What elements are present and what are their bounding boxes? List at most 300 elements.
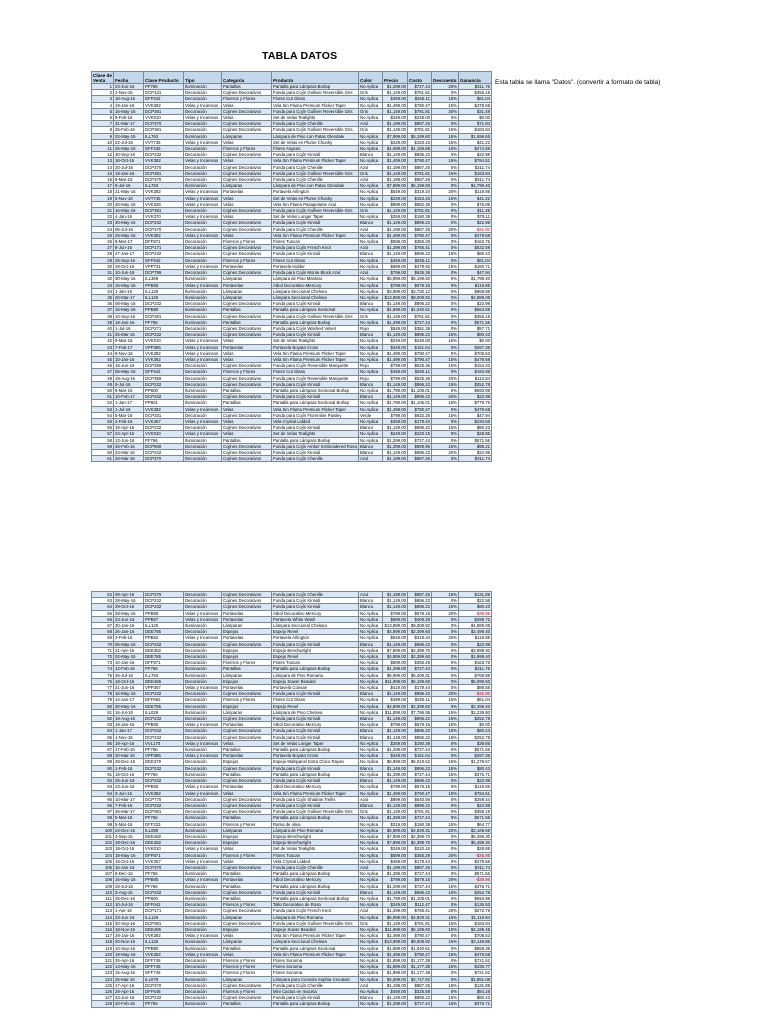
cell-producto: Lámpara de Piso Romana — [272, 827, 359, 833]
cell-clase-producto: PF766 — [144, 771, 184, 777]
cell-costo: $896.22 — [408, 778, 432, 784]
cell-tipo: Velas y Inciensos — [184, 740, 222, 746]
cell-precio: $1,499.00 — [383, 933, 408, 939]
cell-clase-producto: DCP232 — [144, 220, 184, 226]
cell-producto: Tallo Decorativo de Rosa — [272, 902, 359, 908]
cell-clase-producto: ILL126 — [144, 914, 184, 920]
cell-tipo: Iluminación — [184, 307, 222, 313]
cell-clase-producto: DCP232 — [144, 394, 184, 400]
cell-tipo: Velas y Inciensos — [184, 418, 222, 424]
cell-costo: $635.36 — [408, 270, 432, 276]
cell-descuento: 0% — [432, 431, 459, 437]
cell-tipo: Iluminación — [184, 276, 222, 282]
cell-ganancia: $119.85 — [459, 282, 492, 288]
cell-categoria: Espejos — [222, 840, 272, 846]
cell-fecha: 1-Jul-16 — [114, 325, 144, 331]
cell-descuento: 30% — [432, 108, 459, 114]
cell-categoria: Cojines Decorativos — [222, 394, 272, 400]
cell-ganancia: $279.56 — [459, 858, 492, 864]
cell-descuento: 20% — [432, 449, 459, 455]
cell-precio: $459.00 — [383, 369, 408, 375]
cell-clase-venta: 41 — [92, 332, 114, 338]
cell-precio: $1,149.00 — [383, 728, 408, 734]
cell-clase-venta: 19 — [92, 195, 114, 201]
cell-precio: $1,299.00 — [383, 84, 408, 90]
cell-costo: $2,747.92 — [408, 976, 432, 982]
cell-clase-producto: DEE482 — [144, 833, 184, 839]
cell-ganancia: $708.53 — [459, 350, 492, 356]
cell-tipo: Velas y Inciensos — [184, 344, 222, 350]
cell-clase-venta: 27 — [92, 245, 114, 251]
cell-clase-venta: 29 — [92, 257, 114, 263]
cell-tipo: Decoración — [184, 449, 222, 455]
cell-ganancia: $664.69 — [459, 307, 492, 313]
cell-fecha: 30-May-16 — [114, 201, 144, 207]
cell-clase-venta: 56 — [92, 425, 114, 431]
cell-categoria: Cojines Decorativos — [222, 889, 272, 895]
cell-producto: Funda para Cojín Gulliver Reversible Gris — [272, 809, 359, 815]
cell-tipo: Velas y Inciensos — [184, 356, 222, 362]
cell-clase-venta: 123 — [92, 970, 114, 976]
cell-color: Azul — [359, 226, 383, 232]
cell-clase-venta: 15 — [92, 170, 114, 176]
cell-descuento: 0% — [432, 666, 459, 672]
cell-clase-venta: 55 — [92, 418, 114, 424]
cell-clase-producto: DFF236 — [144, 146, 184, 152]
table-row[interactable] — [92, 1001, 492, 1007]
cell-descuento: 15% — [432, 821, 459, 827]
cell-tipo: Iluminación — [184, 827, 222, 833]
cell-precio: $1,149.00 — [383, 449, 408, 455]
cell-color: Azul — [359, 121, 383, 127]
cell-tipo: Iluminación — [184, 288, 222, 294]
cell-color: No Aplica — [359, 629, 383, 635]
cell-fecha: 20-Feb-16 — [114, 1001, 144, 1007]
cell-descuento: 0% — [432, 245, 459, 251]
cell-descuento: 0% — [432, 957, 459, 963]
cell-precio: $1,299.00 — [383, 1001, 408, 1007]
cell-descuento: 0% — [432, 703, 459, 709]
cell-fecha: 3-Feb-16 — [114, 635, 144, 641]
cell-fecha: 30-May-16 — [114, 220, 144, 226]
cell-producto: Funda para Cojín Kinnidi — [272, 778, 359, 784]
cell-clase-venta: 107 — [92, 871, 114, 877]
cell-descuento: 20% — [432, 375, 459, 381]
cell-fecha: 23-Jun-16 — [114, 784, 144, 790]
cell-costo: $887.26 — [408, 164, 432, 170]
col-header-fecha[interactable]: Fecha — [114, 72, 144, 84]
cell-clase-venta: 78 — [92, 691, 114, 697]
cell-tipo: Decoración — [184, 796, 222, 802]
cell-clase-venta: 18 — [92, 189, 114, 195]
cell-tipo: Decoración — [184, 226, 222, 232]
col-header-clase-producto[interactable]: Clase Producto — [144, 72, 184, 84]
cell-fecha: 8-Dec-16 — [114, 871, 144, 877]
col-header-ganancia[interactable]: Ganancia — [459, 72, 492, 84]
cell-clase-venta: 102 — [92, 840, 114, 846]
cell-descuento: 0% — [432, 270, 459, 276]
cell-ganancia: $479.68 — [459, 232, 492, 238]
cell-descuento: 0% — [432, 152, 459, 158]
cell-clase-producto: DCP370 — [144, 982, 184, 988]
cell-color: No Aplica — [359, 319, 383, 325]
cell-ganancia: $0.00 — [459, 115, 492, 121]
cell-clase-producto: DCP232 — [144, 301, 184, 307]
cell-clase-venta: 81 — [92, 709, 114, 715]
cell-tipo: Velas y Inciensos — [184, 790, 222, 796]
cell-fecha: 1-Jul-16 — [114, 406, 144, 412]
cell-categoria: Velas — [222, 846, 272, 852]
cell-producto: Funda para Cojín Gulliver Reversible Gris — [272, 108, 359, 114]
cell-clase-venta: 67 — [92, 623, 114, 629]
cell-producto: Espejo Sower Beaded — [272, 678, 359, 684]
cell-producto: Flores Tuscan — [272, 660, 359, 666]
cell-fecha: 19-Jan-16 — [114, 722, 144, 728]
cell-categoria: Cojines Decorativos — [222, 443, 272, 449]
cell-tipo: Iluminación — [184, 883, 222, 889]
cell-color: No Aplica — [359, 276, 383, 282]
cell-fecha: 25-May-16 — [114, 232, 144, 238]
cell-color: Azul — [359, 592, 383, 598]
cell-precio: $1,499.00 — [383, 102, 408, 108]
table-note: Esta tabla se llama "Datos". (convertir a formato de tabla) — [495, 79, 661, 86]
cell-clase-producto: PPB05 — [144, 722, 184, 728]
cell-clase-venta: 86 — [92, 740, 114, 746]
cell-precio: $1,299.00 — [383, 319, 408, 325]
cell-descuento: 20% — [432, 394, 459, 400]
cell-color: Blanco — [359, 716, 383, 722]
cell-fecha: 5-Mar-16 — [114, 412, 144, 418]
cell-color: Gris — [359, 170, 383, 176]
cell-precio: $7,899.00 — [383, 840, 408, 846]
col-header-clase-venta[interactable]: Clase de Venta — [93, 73, 112, 83]
cell-precio: $4,899.00 — [383, 703, 408, 709]
cell-fecha: 17-Apr-16 — [114, 982, 144, 988]
cell-fecha: 23-Jun-16 — [114, 84, 144, 90]
cell-fecha: 17-Feb-16 — [114, 747, 144, 753]
cell-ganancia: $131.89 — [459, 592, 492, 598]
cell-precio: $1,299.00 — [383, 771, 408, 777]
cell-fecha: 24-Dec-16 — [114, 827, 144, 833]
cell-descuento: 0% — [432, 809, 459, 815]
cell-producto: Funda para Cojín Amber Embroidered Rosa — [273, 443, 357, 449]
data-table-page-1 — [91, 71, 492, 462]
cell-ganancia: $163.76 — [459, 239, 492, 245]
cell-producto: Funda para Cojín Kinnidi — [272, 598, 359, 604]
cell-tipo: Decoración — [184, 654, 222, 660]
cell-clase-producto: PPB62 — [144, 635, 184, 641]
cell-descuento: 15% — [432, 914, 459, 920]
cell-fecha: 1-Jan-16 — [114, 288, 144, 294]
cell-precio: $1,149.00 — [383, 381, 408, 387]
cell-precio: $459.00 — [383, 858, 408, 864]
cell-costo: $896.22 — [408, 425, 432, 431]
cell-tipo: Decoración — [184, 778, 222, 784]
cell-categoria: Velas — [222, 418, 272, 424]
cell-clase-producto: DCP381 — [144, 170, 184, 176]
cell-tipo: Velas y Inciensos — [184, 139, 222, 145]
cell-clase-venta: 10 — [92, 139, 114, 145]
cell-producto: Funda para Cojín Kinnidi — [272, 394, 359, 400]
cell-costo: $781.81 — [408, 127, 432, 133]
cell-clase-producto: DFF662 — [144, 697, 184, 703]
cell-precio: $699.00 — [383, 616, 408, 622]
cell-clase-venta: 116 — [92, 926, 114, 932]
col-header-tipo[interactable]: Tipo — [184, 72, 222, 84]
cell-clase-producto: DEE379 — [144, 759, 184, 765]
cell-producto: Lámpara de Piso con Patas Glendale — [272, 133, 359, 139]
cell-descuento: 20% — [432, 610, 459, 616]
cell-producto: Pantalla para Lámpara Burlap — [272, 319, 359, 325]
cell-clase-venta: 28 — [92, 251, 114, 257]
col-header-color[interactable]: Color — [359, 72, 383, 84]
cell-tipo: Velas y Inciensos — [184, 189, 222, 195]
cell-precio: $1,149.00 — [383, 251, 408, 257]
table-row[interactable] — [92, 456, 492, 462]
cell-tipo: Velas y Inciensos — [184, 635, 222, 641]
cell-fecha: 18-Oct-16 — [114, 678, 144, 684]
cell-costo: $790.47 — [408, 356, 432, 362]
cell-tipo: Iluminación — [184, 400, 222, 406]
cell-costo: $781.81 — [408, 313, 432, 319]
cell-clase-venta: 53 — [92, 406, 114, 412]
cell-ganancia: $183.84 — [459, 170, 492, 176]
cell-costo: $265.11 — [408, 369, 432, 375]
cell-color: No Aplica — [359, 356, 383, 362]
cell-precio: $459.00 — [383, 989, 408, 995]
cell-fecha: 9-Mar-16 — [114, 338, 144, 344]
cell-costo: $220.15 — [408, 431, 432, 437]
cell-descuento: 0% — [432, 214, 459, 220]
cell-color: No Aplica — [359, 214, 383, 220]
cell-categoria: Cojines Decorativos — [222, 778, 272, 784]
cell-costo: $6,199.60 — [408, 926, 432, 932]
cell-color: No Aplica — [359, 871, 383, 877]
cell-color: Azul — [359, 796, 383, 802]
cell-clase-producto: DCP232 — [144, 728, 184, 734]
cell-producto: Set de Velas Tealights — [272, 431, 359, 437]
cell-fecha: 28-May-16 — [114, 610, 144, 616]
cell-fecha: 06-Jul-16 — [114, 226, 144, 232]
cell-color: No Aplica — [359, 418, 383, 424]
cell-precio: $799.00 — [383, 722, 408, 728]
cell-clase-producto: VVK382 — [144, 406, 184, 412]
cell-costo: $896.22 — [408, 889, 432, 895]
cell-tipo: Decoración — [184, 164, 222, 170]
cell-clase-producto: DCP271 — [144, 325, 184, 331]
cell-producto: Funda para Cojín Shadow Trellis — [272, 796, 359, 802]
cell-ganancia: $376.71 — [459, 883, 492, 889]
cell-precio: $1,299.00 — [383, 443, 408, 449]
cell-fecha: 26-Jul-16 — [114, 672, 144, 678]
cell-ganancia: $4,799.40 — [459, 183, 492, 189]
cell-clase-producto: DFF233 — [144, 821, 184, 827]
cell-categoria: Cojines Decorativos — [222, 313, 272, 319]
cell-producto: Portavela White Wash — [272, 616, 359, 622]
cell-costo: $2,399.60 — [408, 629, 432, 635]
col-header-categoria[interactable]: Categoría — [222, 72, 272, 84]
cell-precio: $1,149.00 — [383, 394, 408, 400]
cell-precio: $1,149.00 — [383, 152, 408, 158]
cell-categoria: Velas — [222, 951, 272, 957]
cell-descuento: 0% — [432, 989, 459, 995]
cell-categoria: Velas — [222, 338, 272, 344]
cell-ganancia: $258.44 — [459, 796, 492, 802]
cell-fecha: 18-Jan-16 — [114, 319, 144, 325]
cell-color: Blanco — [359, 802, 383, 808]
cell-ganancia: $769.88 — [459, 672, 492, 678]
cell-costo: $887.26 — [408, 226, 432, 232]
cell-tipo: Iluminación — [184, 623, 222, 629]
cell-color: No Aplica — [359, 158, 383, 164]
cell-descuento: 15% — [432, 158, 459, 164]
cell-clase-producto: DFF745 — [144, 964, 184, 970]
cell-producto: Rama de oliva — [272, 821, 359, 827]
col-header-precio[interactable]: Precio — [383, 72, 408, 84]
cell-categoria: Cojines Decorativos — [222, 152, 272, 158]
cell-descuento: 0% — [432, 301, 459, 307]
cell-tipo: Decoración — [184, 257, 222, 263]
cell-precio: $1,299.00 — [383, 666, 408, 672]
cell-precio: $1,149.00 — [383, 604, 408, 610]
cell-clase-venta: 20 — [92, 201, 114, 207]
cell-fecha: 10-Sep-16 — [114, 945, 144, 951]
cell-ganancia: $3,999.30 — [459, 647, 492, 653]
cell-clase-producto: VVK010 — [144, 338, 184, 344]
cell-descuento: 0% — [432, 220, 459, 226]
cell-color: Blanco — [359, 995, 383, 1001]
cell-fecha: 18-Aug-16 — [114, 96, 144, 102]
cell-tipo: Decoración — [184, 245, 222, 251]
cell-color: Gris — [359, 208, 383, 214]
cell-clase-venta: 32 — [92, 276, 114, 282]
cell-fecha: 18-Oct-16 — [114, 858, 144, 864]
cell-ganancia: $779.75 — [459, 400, 492, 406]
col-header-costo[interactable]: Costo — [408, 72, 432, 84]
cell-ganancia: $376.71 — [459, 1001, 492, 1007]
cell-fecha: 1-Feb-16 — [114, 765, 144, 771]
cell-fecha: 2-Feb-16 — [114, 418, 144, 424]
cell-clase-venta: 39 — [92, 319, 114, 325]
cell-color: No Aplica — [359, 709, 383, 715]
cell-precio: $1,199.00 — [383, 121, 408, 127]
cell-producto: Flores Sonoma — [272, 970, 359, 976]
cell-producto: Lámpara de Piso Romana — [272, 672, 359, 678]
cell-producto: Atbol Decorativo Mercury — [272, 877, 359, 883]
col-header-descuento[interactable]: Descuento — [432, 72, 459, 84]
cell-costo: $790.47 — [408, 790, 432, 796]
cell-categoria: Cojines Decorativos — [222, 381, 272, 387]
cell-descuento: 0% — [432, 325, 459, 331]
cell-tipo: Decoración — [184, 697, 222, 703]
cell-clase-producto: DCP370 — [144, 177, 184, 183]
cell-ganancia: $571.56 — [459, 437, 492, 443]
cell-ganancia: $80.43 — [459, 251, 492, 257]
cell-descuento: 0% — [432, 598, 459, 604]
cell-costo: $781.81 — [408, 809, 432, 815]
cell-clase-producto: DEE785 — [144, 654, 184, 660]
cell-clase-producto: DEE785 — [144, 703, 184, 709]
cell-clase-venta: 30 — [92, 263, 114, 269]
cell-costo: $525.36 — [408, 363, 432, 369]
cell-tipo: Decoración — [184, 728, 222, 734]
cell-precio: $1,149.00 — [383, 301, 408, 307]
cell-clase-venta: 82 — [92, 716, 114, 722]
cell-precio: $1,899.00 — [383, 945, 408, 951]
cell-descuento: 0% — [432, 660, 459, 666]
cell-tipo: Decoración — [184, 821, 222, 827]
cell-costo: $355.29 — [408, 852, 432, 858]
cell-clase-venta: 118 — [92, 939, 114, 945]
cell-fecha: 8-Mar-16 — [114, 387, 144, 393]
cell-descuento: 15% — [432, 1001, 459, 1007]
cell-color: No Aplica — [359, 647, 383, 653]
cell-tipo: Decoración — [184, 629, 222, 635]
col-header-producto[interactable]: Producto — [272, 72, 359, 84]
cell-descuento: 0% — [432, 685, 459, 691]
cell-categoria: Cojines Decorativos — [222, 251, 272, 257]
cell-costo: $790.47 — [408, 933, 432, 939]
cell-descuento: 15% — [432, 146, 459, 152]
cell-producto: Flores Sonoma — [272, 957, 359, 963]
cell-clase-producto: DCP381 — [144, 127, 184, 133]
cell-producto: Pantalla para Lámpara Sectional — [272, 307, 359, 313]
cell-color: Azul — [359, 456, 383, 462]
cell-descuento: 0% — [432, 121, 459, 127]
cell-descuento: 0% — [432, 815, 459, 821]
cell-color: No Aplica — [359, 747, 383, 753]
cell-descuento: 0% — [432, 895, 459, 901]
cell-color: Blanco — [359, 765, 383, 771]
cell-tipo: Iluminación — [184, 747, 222, 753]
cell-ganancia: $76.89 — [459, 201, 492, 207]
cell-fecha: 25-Feb-16 — [114, 127, 144, 133]
cell-precio: $459.00 — [383, 96, 408, 102]
cell-descuento: 0% — [432, 201, 459, 207]
cell-clase-venta: 21 — [92, 208, 114, 214]
cell-tipo: Decoración — [184, 313, 222, 319]
cell-color: No Aplica — [359, 951, 383, 957]
cell-fecha: 5-Mar-16 — [114, 821, 144, 827]
cell-producto: Funda para Cojín Kinnidi — [272, 332, 359, 338]
cell-producto: Vela Crystal Lidded — [272, 418, 359, 424]
cell-ganancia: $28.85 — [459, 846, 492, 852]
cell-categoria: Cojines Decorativos — [222, 449, 272, 455]
cell-clase-venta: 74 — [92, 666, 114, 672]
cell-categoria: Cojines Decorativos — [222, 245, 272, 251]
cell-clase-venta: 73 — [92, 660, 114, 666]
cell-fecha: 16-May-16 — [114, 282, 144, 288]
cell-costo: $727.44 — [408, 84, 432, 90]
cell-costo: $727.44 — [408, 666, 432, 672]
cell-clase-venta: 93 — [92, 784, 114, 790]
cell-tipo: Iluminación — [184, 133, 222, 139]
cell-ganancia: $80.43 — [459, 728, 492, 734]
cell-fecha: 26-Mar-17 — [114, 809, 144, 815]
cell-tipo: Decoración — [184, 964, 222, 970]
cell-ganancia: $4,889.08 — [459, 294, 492, 300]
cell-tipo: Decoración — [184, 678, 222, 684]
cell-precio: $799.00 — [383, 412, 408, 418]
cell-ganancia: $80.43 — [459, 604, 492, 610]
cell-precio: $1,299.00 — [383, 883, 408, 889]
cell-precio: $1,499.00 — [383, 158, 408, 164]
cell-clase-venta: 111 — [92, 895, 114, 901]
cell-costo: $896.22 — [408, 716, 432, 722]
cell-costo: $896.22 — [408, 449, 432, 455]
cell-producto: Set de Velas en Plume Chunky — [272, 195, 359, 201]
cell-clase-venta: 72 — [92, 654, 114, 660]
